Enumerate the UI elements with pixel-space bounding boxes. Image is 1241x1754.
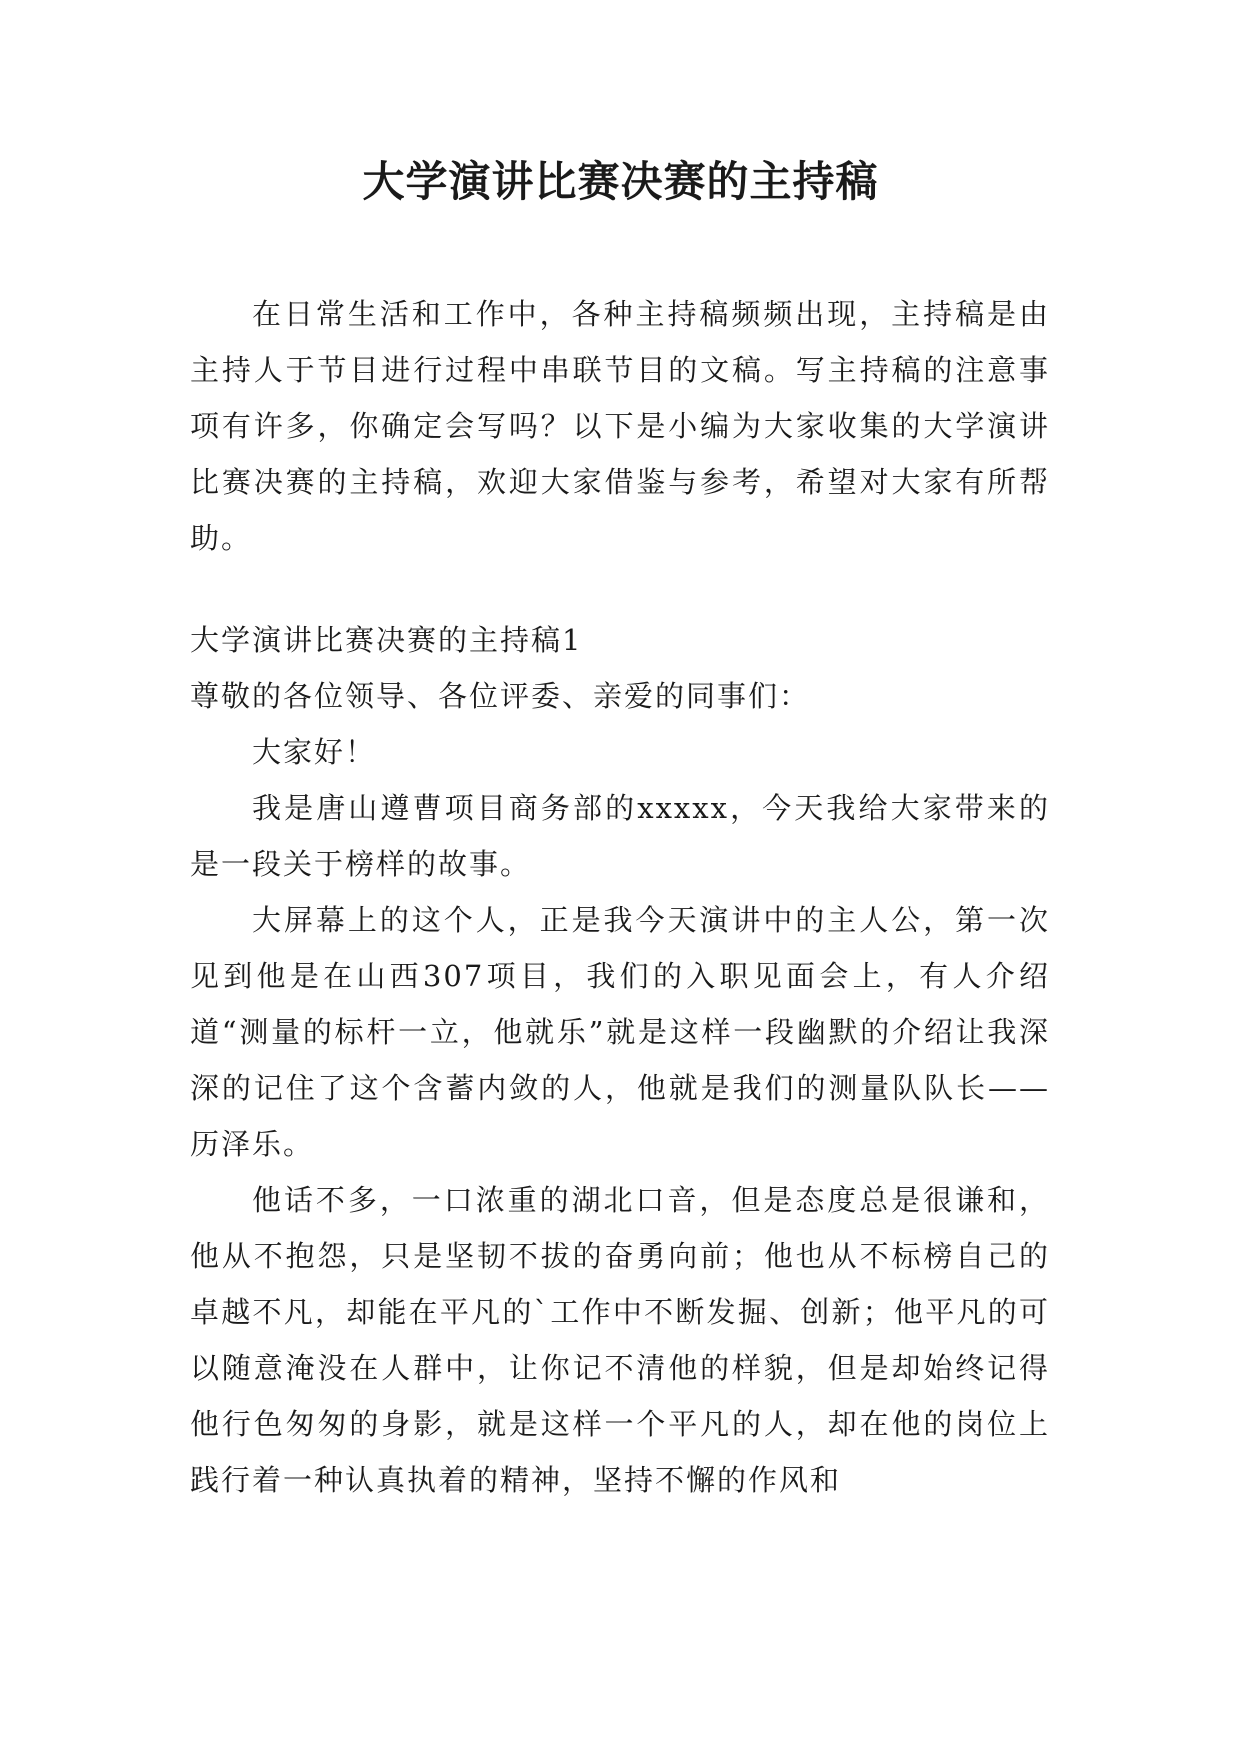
intro-paragraph: 在日常生活和工作中，各种主持稿频频出现，主持稿是由主持人于节目进行过程中串联节目的文稿。写主持稿的注意事项有许多，你确定会写吗？以下是小编为大家收集的大学演讲比赛决赛的主持稿，欢迎大家借鉴与参考，希望对大家有所帮助。 [190, 297, 1050, 555]
body-paragraph: 我是唐山遵曹项目商务部的xxxxx，今天我给大家带来的是一段关于榜样的故事。 [190, 791, 1050, 881]
body-paragraph: 大屏幕上的这个人，正是我今天演讲中的主人公，第一次见到他是在山西307项目，我们的入职见面会上，有人介绍道“测量的标杆一立，他就乐”就是这样一段幽默的介绍让我深深的记住了这个含蓄内敛的人，他就是我们的测量队队长——历泽乐。 [190, 903, 1050, 1161]
section-heading: 大学演讲比赛决赛的主持稿1 [190, 623, 583, 657]
salutation-line: 尊敬的各位领导、各位评委、亲爱的同事们： [190, 679, 811, 713]
document-title: 大学演讲比赛决赛的主持稿 [362, 157, 879, 206]
document-body [190, 286, 1050, 1508]
greeting-line: 大家好！ [252, 735, 377, 769]
body-paragraph: 他话不多，一口浓重的湖北口音，但是态度总是很谦和，他从不抱怨，只是坚韧不拔的奋勇向前；他也从不标榜自己的卓越不凡，却能在平凡的`工作中不断发掘、创新；他平凡的可以随意淹没在人群中，让你记不清他的样貌，但是却始终记得他行色匆匆的身影，就是这样一个平凡的人，却在他的岗位上践行着一种认真执着的精神，坚持不懈的作风和 [190, 1183, 1050, 1497]
